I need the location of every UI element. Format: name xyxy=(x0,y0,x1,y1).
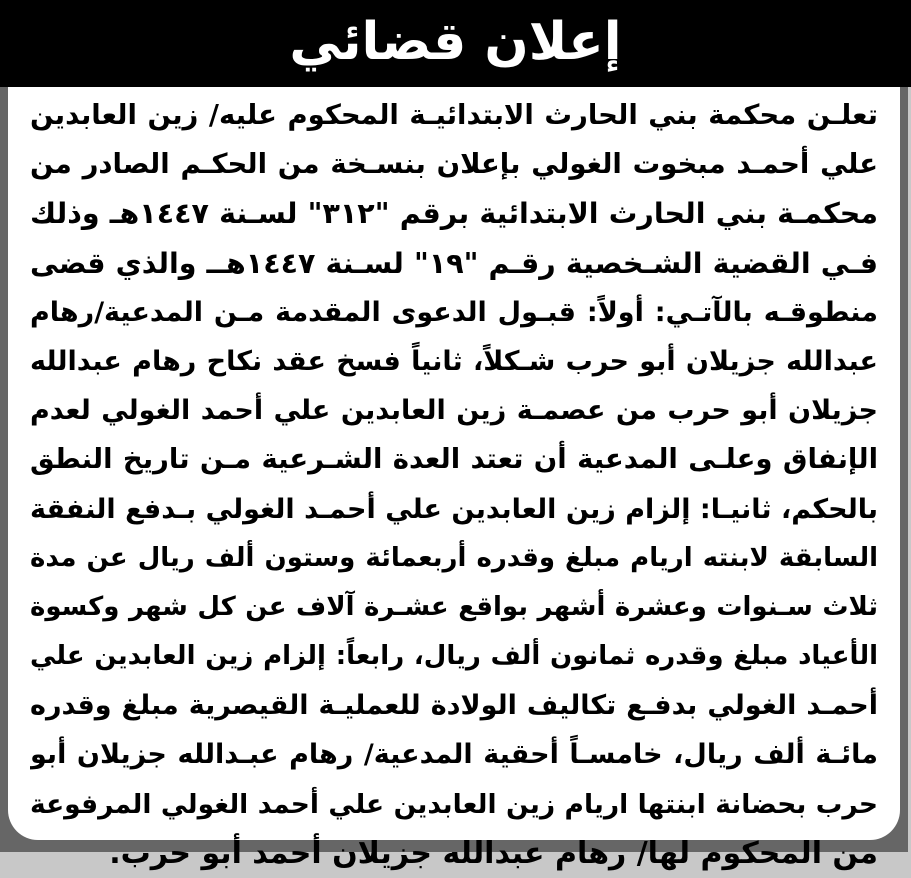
notice-title: إعلان قضائي xyxy=(289,11,622,72)
notice-line: فـي القضية الشـخصية رقـم "١٩" لسـنة ١٤٤٧هــ والذي قضى xyxy=(30,246,878,280)
notice-line: علي أحمـد مبخوت الغولي بإعلان بنسـخة من الحكـم الصادر من xyxy=(30,148,878,181)
notice-line: من المحكوم لها/ رهام عبدالله جزيلان أحمد أبو حرب. xyxy=(109,835,878,871)
notice-line: الإنفاق وعلـى المدعية أن تعتد العدة الشـرعية مـن تاريخ النطق xyxy=(30,443,878,476)
notice-line: حرب بحضانة ابنتها اريام زين العابدين علي أحمد الغولي المرفوعة xyxy=(30,788,878,820)
notice-line: أحمـد الغولي بدفـع تكاليف الولادة للعمليـة القيصرية مبلغ وقدره xyxy=(30,690,878,722)
notice-line: بالحكم، ثانيـا: إلزام زين العابدين علي أحمـد الغولي بـدفع النفقة xyxy=(30,493,878,525)
notice-line: ثلاث سـنوات وعشرة أشهر بواقع عشـرة آلاف عن كل شهر وكسوة xyxy=(30,591,878,622)
notice-line: محكمـة بني الحارث الابتدائية برقم "٣١٢" لسـنة ١٤٤٧هـ وذلك xyxy=(30,197,878,231)
notice-line: عبدالله جزيلان أبو حرب شـكلاً، ثانياً فسخ عقد نكاح رهام عبدالله xyxy=(30,345,878,377)
notice-line: مائـة ألف ريال، خامسـاً أحقية المدعية/ رهام عبـدالله جزيلان أبو xyxy=(30,739,878,771)
notice-line: منطوقـه بالآتـي: أولاً: قبـول الدعوى المقدمة مـن المدعية/رهام xyxy=(30,296,878,328)
notice-line: السابقة لابنته اريام مبلغ وقدره أربعمائة وستون ألف ريال عن مدة xyxy=(30,542,878,573)
notice-header xyxy=(0,0,911,87)
notice-line: جزيلان أبو حرب من عصمـة زين العابدين علي أحمد الغولي لعدم xyxy=(30,395,878,427)
notice-body xyxy=(30,91,878,878)
notice-line: الأعياد مبلغ وقدره ثمانون ألف ريال، رابعاً: إلزام زين العابدين علي xyxy=(30,641,878,672)
notice-line: تعلـن محكمة بني الحارث الابتدائيـة المحكوم عليه/ زين العابدين xyxy=(30,99,878,131)
notice-panel xyxy=(8,87,900,871)
